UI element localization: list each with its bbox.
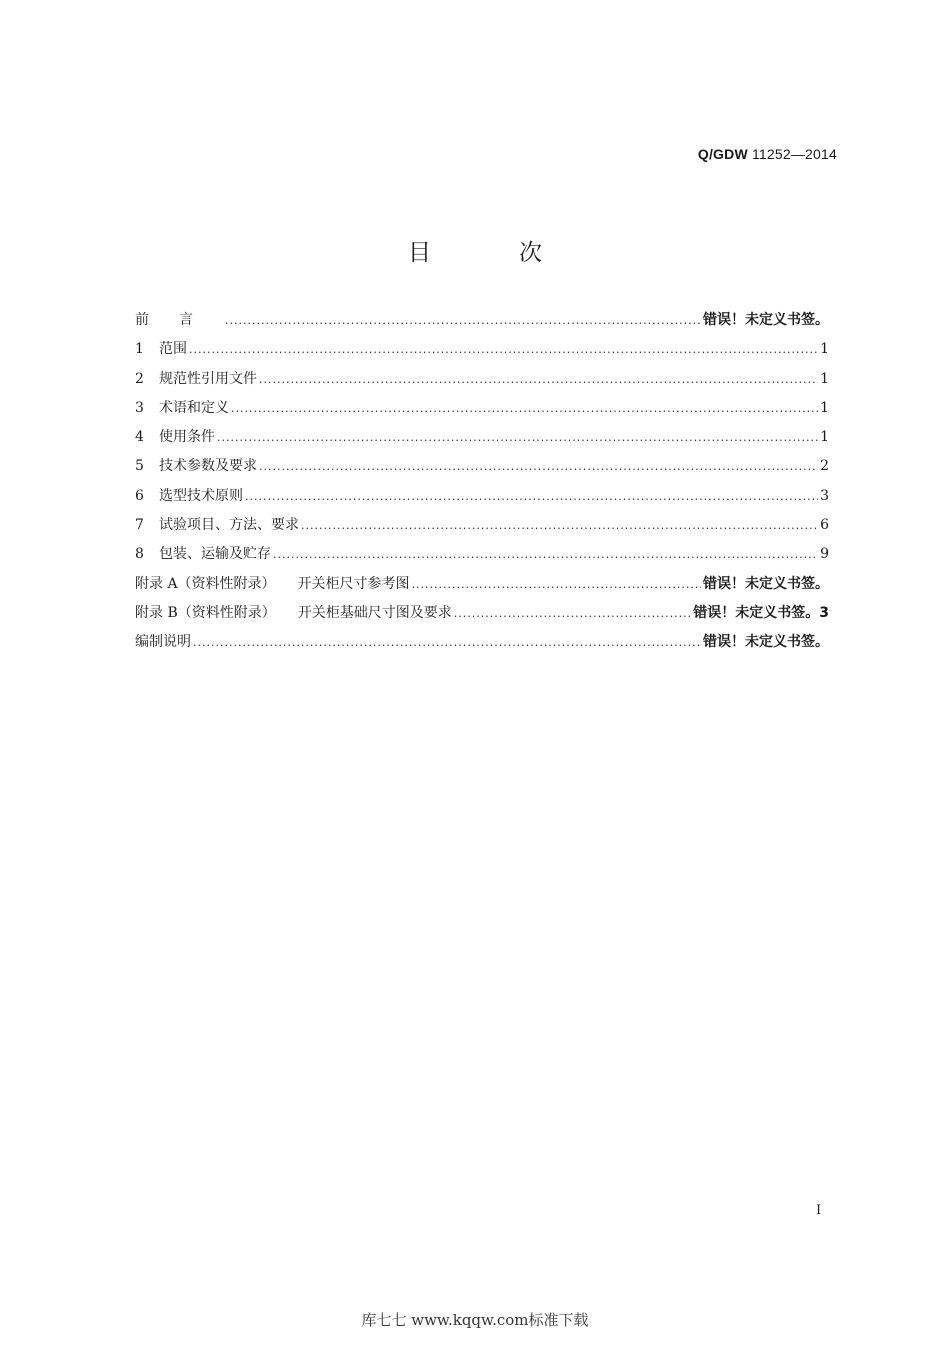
toc-entry-label: [135, 543, 271, 563]
toc-leader-dots: [225, 314, 701, 327]
page-number: I: [816, 1203, 822, 1218]
toc-entry-number: 7: [135, 517, 144, 534]
toc-entry-page: 错误！未定义书签。: [703, 312, 829, 328]
toc-entry-page: 1: [820, 370, 829, 387]
toc-entry-title: 使用条件: [159, 429, 215, 446]
toc-leader-dots: [273, 548, 818, 561]
toc-entry-title: 附录 B（资料性附录）: [135, 604, 276, 621]
toc-entry-subtitle: 开关柜尺寸参考图: [297, 575, 410, 592]
toc-entry-title: 选型技术原则: [159, 487, 243, 504]
toc-entry[interactable]: [135, 485, 829, 514]
standard-prefix: Q/GDW: [697, 146, 748, 162]
title-char-2: 次: [519, 240, 542, 266]
toc-entry-title: 编制说明: [135, 634, 191, 651]
toc-entry-title: 试验项目、方法、要求: [159, 517, 299, 534]
toc-entry-number: 3: [135, 399, 144, 416]
toc-entry-title: 包装、运输及贮存: [159, 546, 271, 563]
standard-code: [698, 146, 837, 162]
toc-leader-dots: [301, 519, 818, 532]
toc-leader-dots: [245, 490, 818, 503]
toc-entry-label: [135, 368, 257, 388]
toc-leader-dots: [259, 373, 818, 386]
toc-entry-title: 术语和定义: [159, 399, 229, 416]
toc-entry-label: [135, 426, 215, 446]
toc-entry-subtitle: 开关柜基础尺寸图及要求: [297, 604, 452, 621]
toc-entry-label: [135, 514, 299, 534]
toc-entry[interactable]: [135, 368, 829, 397]
toc-entry-page: 3: [820, 487, 829, 504]
toc-entry[interactable]: [135, 397, 829, 426]
toc-entry[interactable]: [135, 514, 829, 543]
toc-entry-page: 错误！未定义书签。: [703, 634, 829, 651]
toc-entry-page: 1: [820, 429, 829, 446]
toc-entry-number: 4: [135, 429, 144, 446]
toc-entry-label: [135, 602, 452, 622]
toc-entry-page: 2: [820, 458, 829, 475]
toc-entry-label: [135, 455, 257, 475]
toc-entry-page: 1: [820, 341, 829, 358]
toc-entry[interactable]: [135, 426, 829, 455]
toc-entry-label: [135, 485, 243, 505]
toc-leader-dots: [259, 460, 818, 473]
toc-entry-title: 技术参数及要求: [159, 458, 257, 475]
toc-entry-label: [135, 573, 410, 593]
toc-entry-page: 9: [820, 546, 829, 563]
table-of-contents: [135, 309, 829, 661]
toc-entry-label: [135, 338, 187, 358]
toc-entry[interactable]: [135, 631, 829, 660]
toc-entry-title: 范围: [159, 341, 187, 358]
title-char-1: 目: [408, 240, 431, 266]
toc-entry[interactable]: [135, 338, 829, 367]
toc-entry[interactable]: [135, 455, 829, 484]
toc-entry[interactable]: [135, 543, 829, 572]
toc-entry-title: 附录 A（资料性附录）: [135, 575, 276, 592]
toc-entry-label: [135, 309, 223, 329]
toc-leader-dots: [217, 431, 818, 444]
toc-entry[interactable]: [135, 573, 829, 602]
toc-entry-page: 6: [820, 517, 829, 534]
toc-entry[interactable]: [135, 602, 829, 631]
toc-entry-number: 6: [135, 487, 144, 504]
toc-entry-label: [135, 631, 191, 651]
page-title: [0, 234, 950, 267]
toc-entry[interactable]: [135, 309, 829, 338]
toc-entry-page: 1: [820, 399, 829, 416]
toc-entry-page: 错误！未定义书签。: [703, 575, 829, 592]
toc-entry-number: 1: [135, 341, 144, 358]
toc-leader-dots: [454, 607, 692, 620]
toc-leader-dots: [189, 343, 818, 356]
standard-number: 11252—2014: [751, 146, 837, 162]
toc-entry-number: 2: [135, 370, 144, 387]
toc-entry-number: 8: [135, 546, 144, 563]
toc-entry-title: 前言: [135, 312, 223, 328]
toc-entry-label: [135, 397, 229, 417]
toc-leader-dots: [193, 636, 701, 649]
footer-watermark: 库七七 www.kqqw.com标准下载: [361, 1311, 589, 1329]
toc-leader-dots: [412, 578, 701, 591]
toc-entry-number: 5: [135, 458, 144, 475]
toc-entry-page: 错误！未定义书签。3: [693, 604, 829, 621]
toc-leader-dots: [231, 402, 818, 415]
toc-entry-title: 规范性引用文件: [159, 370, 257, 387]
